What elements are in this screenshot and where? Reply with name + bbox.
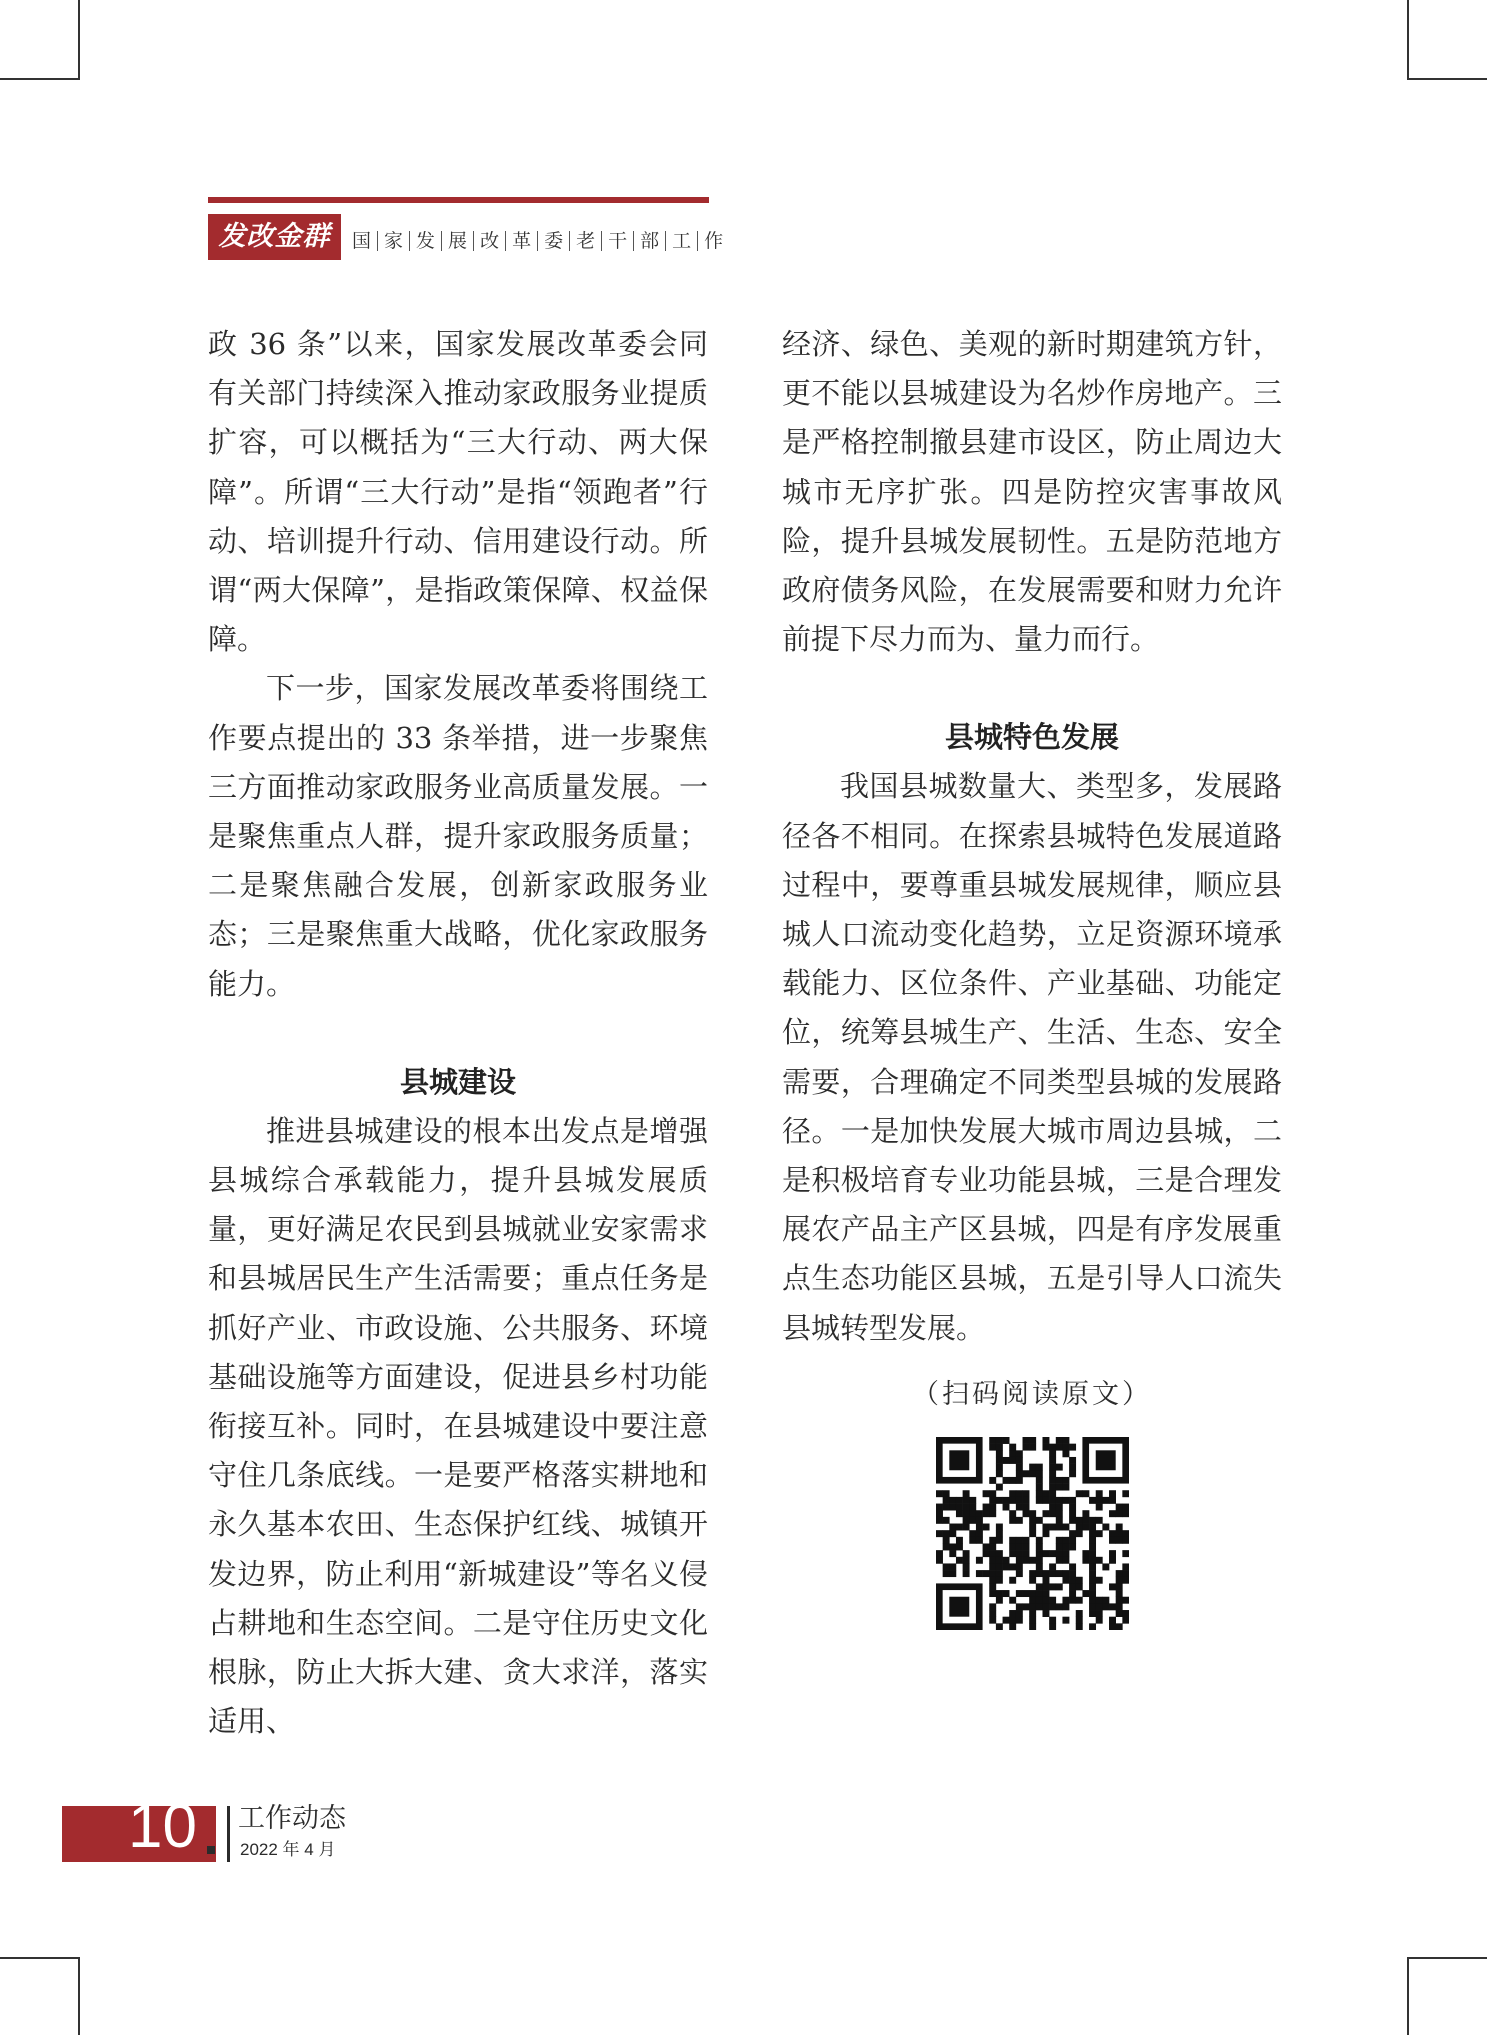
page-number-dot (207, 1846, 215, 1854)
article-paragraph: 下一步，国家发展改革委将围绕工作要点提出的 33 条举措，进一步聚焦三方面推动家政服务业高质量发展。一是聚焦重点人群，提升家政服务质量；二是聚焦融合发展，创新家政服务业态；三是聚焦重大战略，优化家政服务能力。 (208, 671, 708, 1001)
section-heading: 县城特色发展 (944, 720, 1119, 755)
header-rule (208, 197, 709, 203)
subtitle-char: 委 (537, 231, 569, 251)
column-subtitle (352, 224, 729, 258)
subtitle-char: 国 (352, 230, 372, 252)
section-heading: 县城建设 (399, 1064, 516, 1099)
footer-section-title: 工作动态 (238, 1803, 346, 1834)
crop-mark-br-h (1407, 1957, 1487, 1959)
subtitle-char: 发 (409, 231, 441, 251)
crop-mark-tl-v (78, 0, 80, 78)
section-gap (208, 1009, 708, 1058)
qr-code-graphic (936, 1437, 1129, 1630)
subtitle-char: 部 (633, 231, 665, 251)
article-paragraph: 推进县城建设的根本出发点是增强县城综合承载能力，提升县城发展质量，更好满足农民到县城就业安家需求和县城居民生产生活需要；重点任务是抓好产业、市政设施、公共服务、环境基础设施等方面建设，促进县乡村功能衔接互补。同时，在县城建设中要注意守住几条底线。一是要严格落实耕地和永久基本农田、生态保护红线、城镇开发边界，防止利用“新城建设”等名义侵占耕地和生态空间。二是守住历史文化根脉，防止大拆大建、贪大求洋，落实适用、 (208, 1113, 708, 1739)
article-paragraph: 政 36 条”以来，国家发展改革委会同有关部门持续深入推动家政服务业提质扩容，可以概括为“三大行动、两大保障”。所谓“三大行动”是指“领跑者”行动、培训提升行动、信用建设行动。所谓“两大保障”，是指政策保障、权益保障。 (208, 327, 708, 657)
crop-mark-tr-h (1407, 78, 1487, 80)
qr-code-icon[interactable] (936, 1437, 1129, 1630)
crop-mark-bl-v (78, 1957, 80, 2035)
subtitle-char: 革 (505, 231, 537, 251)
page-number: 10 (128, 1792, 197, 1861)
crop-mark-br-v (1407, 1957, 1409, 2035)
crop-mark-tl-h (0, 78, 80, 80)
subtitle-char: 家 (377, 231, 409, 251)
column-logo: 发改金群 (208, 214, 341, 260)
right-column (782, 320, 1282, 1630)
footer-divider (227, 1806, 230, 1862)
subtitle-char: 展 (441, 231, 473, 251)
section-gap (782, 664, 1282, 713)
subtitle-char: 工 (665, 231, 697, 251)
crop-mark-tr-v (1407, 0, 1409, 78)
left-column (208, 320, 708, 1746)
article-paragraph: 我国县城数量大、类型多，发展路径各不相同。在探索县城特色发展道路过程中，要尊重县城发展规律，顺应县城人口流动变化趋势，立足资源环境承载能力、区位条件、产业基础、功能定位，统筹县城生产、生活、生态、安全需要，合理确定不同类型县城的发展路径。一是加快发展大城市周边县城，二是积极培育专业功能县城，三是合理发展农产品主产区县城，四是有序发展重点生态功能区县城，五是引导人口流失县城转型发展。 (782, 769, 1282, 1345)
subtitle-char: 改 (473, 231, 505, 251)
footer-issue-date: 2022 年 4 月 (240, 1840, 336, 1859)
article-paragraph: 经济、绿色、美观的新时期建筑方针，更不能以县城建设为名炒作房地产。三是严格控制撤县建市设区，防止周边大城市无序扩张。四是防控灾害事故风险，提升县城发展韧性。五是防范地方政府债务风险，在发展需要和财力允许前提下尽力而为、量力而行。 (782, 327, 1282, 657)
qr-caption: （扫码阅读原文） (912, 1378, 1152, 1410)
crop-mark-bl-h (0, 1957, 80, 1959)
subtitle-char: 作 (697, 231, 729, 251)
subtitle-char: 干 (601, 231, 633, 251)
subtitle-char: 老 (569, 231, 601, 251)
